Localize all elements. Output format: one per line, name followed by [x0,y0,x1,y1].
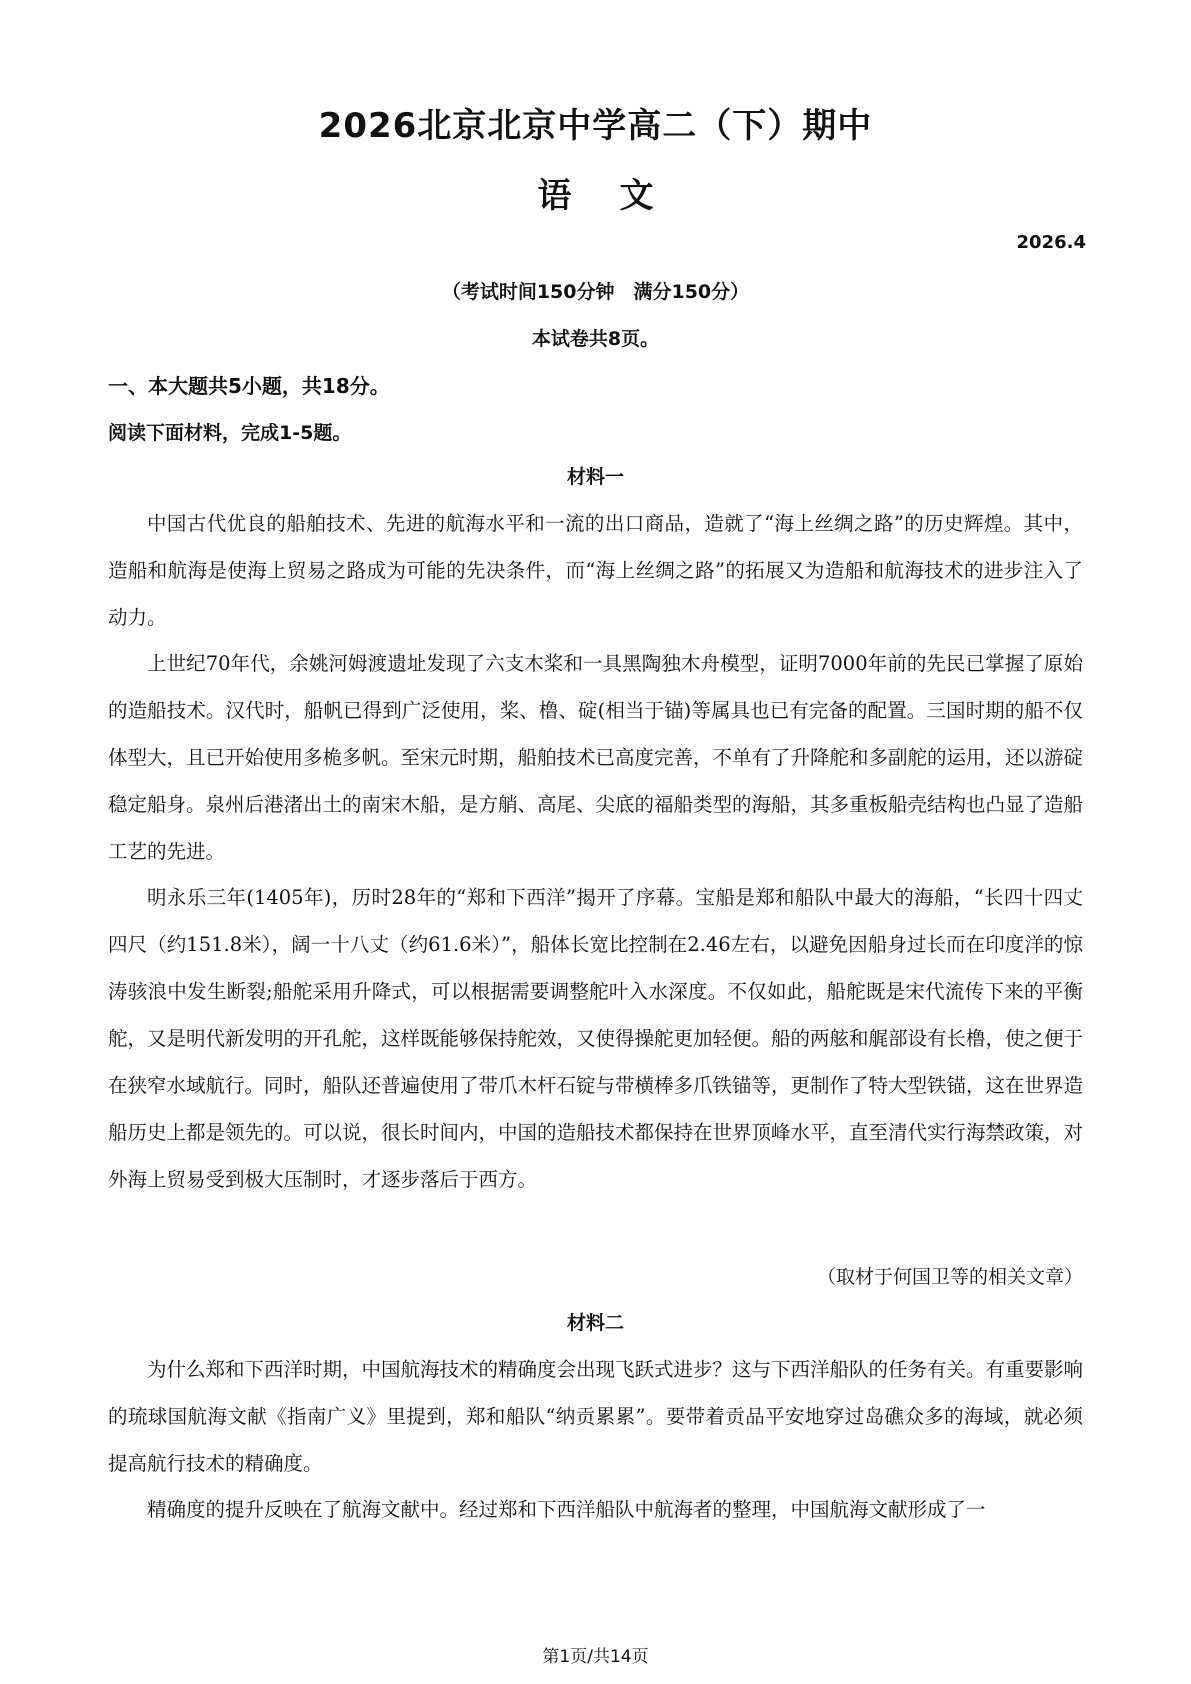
subject-heading: 语文 [537,176,702,216]
exam-time-info: （考试时间150分钟 满分150分） [441,281,750,303]
material-one-heading: 材料一 [566,466,624,488]
page-title: 2026北京北京中学高二（下）期中 [318,106,873,146]
page-footer: 第1页/共14页 [542,1647,649,1667]
material-two-paragraph-1: 为什么郑和下西洋时期，中国航海技术的精确度会出现飞跃式进步？这与下西洋船队的任务有关。有重要影响的琉球国航海文献《指南广义》里提到，郑和船队“纳贡累累”。要带着贡品平安地穿过岛礁众多的海域，就必须提高航行技术的精确度。 [108,1358,1084,1475]
material-one-paragraph-1: 中国古代优良的船舶技术、先进的航海水平和一流的出口商品，造就了“海上丝绸之路”的历史辉煌。其中，造船和航海是使海上贸易之路成为可能的先决条件，而“海上丝绸之路”的拓展又为造船和航海技术的进步注入了动力。 [108,512,1083,629]
material-one-paragraph-2: 上世纪70年代，余姚河姆渡遗址发现了六支木桨和一具黑陶独木舟模型，证明7000年前的先民已掌握了原始的造船技术。汉代时，船帆已得到广泛使用，桨、橹、碇(相当于锚)等属具也已有完备的配置。三国时期的船不仅体型大，且已开始使用多桅多帆。至宋元时期，船舶技术已高度完善，不单有了升降舵和多副舵的运用，还以游碇稳定船身。泉州后港渚出土的南宋木船，是方艄、高尾、尖底的福船类型的海船，其多重板船壳结构也凸显了造船工艺的先进。 [108,652,1084,863]
material-one-source: （取材于何国卫等的相关文章） [816,1266,1083,1288]
section-heading: 一、本大题共5小题，共18分。 [108,374,390,398]
material-one-paragraph-3: 明永乐三年(1405年)，历时28年的“郑和下西洋”揭开了序幕。宝船是郑和船队中最大的海船，“长四十四丈四尺（约151.8米），阔一十八丈（约61.6米）”，船体长宽比控制在2.46左右，以避免因船身过长而在印度洋的惊涛骇浪中发生断裂;船舵采用升降式，可以根据需要调整舵叶入水深度。不仅如此，船舵既是宋代流传下来的平衡舵，又是明代新发明的开孔舵，这样既能够保持舵效，又使得操舵更加轻便。船的两舷和艉部设有长橹，使之便于在狭窄水域航行。同时，船队还普遍使用了带爪木杆石锭与带横棒多爪铁锚等，更制作了特大型铁锚，这在世界造船历史上都是领先的。可以说，很长时间内，中国的造船技术都保持在世界顶峰水平，直至清代实行海禁政策，对外海上贸易受到极大压制时，才逐步落后于西方。 [108,886,1084,1191]
material-two-heading: 材料二 [566,1312,624,1334]
material-two-paragraph-2: 精确度的提升反映在了航海文献中。经过郑和下西洋船队中航海者的整理，中国航海文献形成了一 [147,1498,986,1521]
exam-date: 2026.4 [1016,232,1086,253]
page-count-info: 本试卷共8页。 [531,328,660,350]
reading-instruction: 阅读下面材料，完成1-5题。 [108,422,352,444]
